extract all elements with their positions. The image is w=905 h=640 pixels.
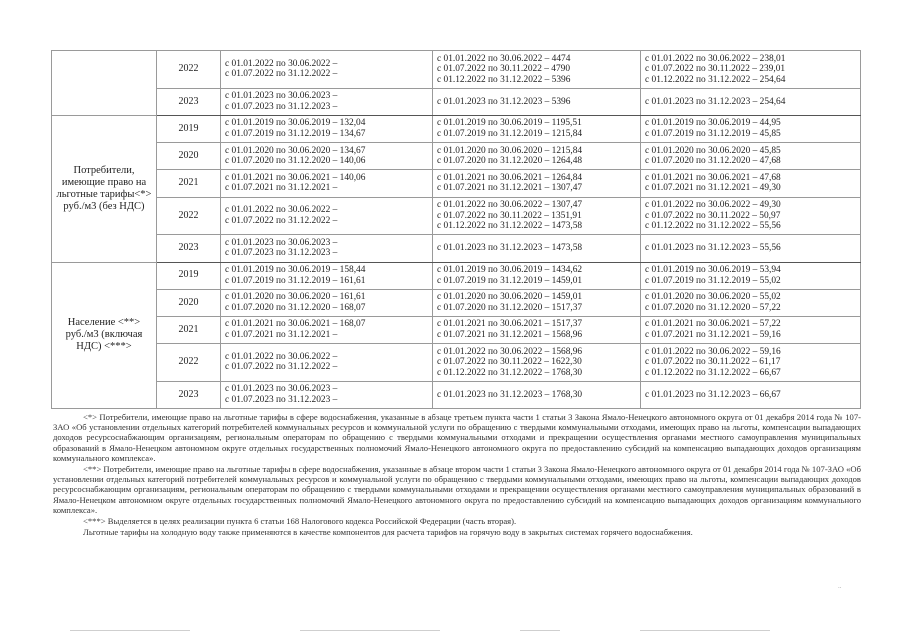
table-row [52,115,861,142]
footnote-paragraph: Льготные тарифы на холодную воду также применяются в качестве компонентов для расчета тарифов на горячую воду в закрытых системах горячего водоснабжения. [83,527,693,538]
cell-line: с 01.07.2021 по 31.12.2021 – 1307,47 [437,183,583,194]
tariff-cell [221,115,433,142]
cell-line: с 01.01.2020 по 30.06.2020 – 1459,01 [437,292,583,303]
tariff-table [51,50,861,409]
cell-line: с 01.01.2021 по 30.06.2021 – 57,22 [645,319,781,330]
edge-mark [70,630,190,631]
cell-line: с 01.07.2020 по 31.12.2020 – 1264,48 [437,156,583,167]
cell-line: с 01.01.2019 по 30.06.2019 – 44,95 [645,118,781,129]
table-row [52,88,861,115]
year-cell: 2021 [157,316,221,343]
cell-line: с 01.01.2022 по 30.06.2022 – 1307,47 [437,200,583,211]
cell-line: с 01.12.2022 по 31.12.2022 – 55,56 [645,221,781,232]
cell-line: с 01.07.2022 по 30.11.2022 – 1622,30 [437,357,582,368]
cell-line: с 01.07.2022 по 30.11.2022 – 239,01 [645,64,786,75]
year-cell: 2019 [157,262,221,289]
cell-line: с 01.07.2019 по 31.12.2019 – 134,67 [225,129,366,140]
tariff-cell [641,170,861,197]
cell-line: с 01.01.2023 по 30.06.2023 – [225,91,338,102]
cell-line: с 01.01.2021 по 30.06.2021 – 168,07 [225,319,366,330]
cell-line: с 01.07.2022 по 30.11.2022 – 1351,91 [437,210,582,221]
cell-line: с 01.01.2020 по 30.06.2020 – 161,61 [225,292,366,303]
cell-line: с 01.01.2022 по 30.06.2022 – [225,205,338,216]
year-cell: 2023 [157,88,221,115]
cell-line: с 01.01.2022 по 30.06.2022 – 1568,96 [437,346,583,357]
cell-line: с 01.01.2020 по 30.06.2020 – 134,67 [225,145,366,156]
tariff-cell [641,51,861,89]
tariff-cell [433,197,641,235]
tariff-cell [641,235,861,262]
cell-line: с 01.12.2022 по 31.12.2022 – 5396 [437,74,571,85]
cell-line: с 01.07.2019 по 31.12.2019 – 45,85 [645,129,781,140]
cell-line: с 01.07.2021 по 31.12.2021 – 59,16 [645,330,781,340]
cell-line: с 01.01.2021 по 30.06.2021 – 1264,84 [437,172,583,183]
year-cell: 2022 [157,197,221,235]
cell-line: с 01.01.2022 по 30.06.2022 – 59,16 [645,346,781,357]
cell-line: с 01.01.2021 по 30.06.2021 – 140,06 [225,172,366,183]
tariff-cell [433,51,641,89]
cell-line: с 01.07.2021 по 31.12.2021 – 1568,96 [437,330,583,340]
tariff-cell [221,289,433,316]
cell-line: с 01.07.2023 по 31.12.2023 – [225,101,338,112]
cell-line: с 01.01.2019 по 30.06.2019 – 1434,62 [437,265,583,276]
cell-line: с 01.07.2020 по 31.12.2020 – 168,07 [225,302,366,313]
cell-line: с 01.12.2022 по 31.12.2022 – 1473,58 [437,221,583,232]
table-row [52,381,861,408]
tariff-cell [641,88,861,115]
table-row [52,235,861,262]
cell-line: с 01.01.2019 по 30.06.2019 – 1195,51 [437,118,582,129]
table-row [52,51,861,89]
tariff-cell [641,316,861,343]
footnotes [53,412,861,538]
cell-line: с 01.01.2019 по 30.06.2019 – 53,94 [645,265,781,276]
table-row [52,289,861,316]
tariff-cell [433,381,641,408]
footnote-paragraph: <*> Потребители, имеющие право на льготные тарифы в сфере водоснабжения, указанные в абзаце третьем пункта части 1 статьи 3 Закона Ямало-Ненецкого автономного округа от 01 декабря 2014 года № 107-ЗАО «Об установлении отдельных категорий потребителей коммунальных ресурсов и коммунальной услуги по обращению с твердыми коммунальными отходами, имеющих право на льготы, компенсации выпадающих доходов ресурсоснабжающим организациям, региональным операторам по обращению с твердыми коммунальными отходами и прекращении осуществления органами местного самоуправления муниципальных образований в Ямало-Ненецком автономном округе отдельных государственных полномочий Ямало-Ненецкого автономного округа по предоставлению субсидий на компенсацию выпадающих доходов организациям коммунального комплекса». [53,412,861,463]
table-row [52,262,861,289]
edge-mark [300,630,440,631]
cell-line: с 01.01.2019 по 30.06.2019 – 158,44 [225,265,366,276]
tariff-cell [433,143,641,170]
table-row [52,143,861,170]
cell-line: с 01.07.2022 по 31.12.2022 – [225,362,338,373]
table-row [52,197,861,235]
table-row [52,170,861,197]
cell-line: с 01.01.2022 по 30.06.2022 – 238,01 [645,53,786,64]
cell-line: с 01.01.2022 по 30.06.2022 – [225,351,338,362]
cell-line: с 01.07.2020 по 31.12.2020 – 47,68 [645,156,781,167]
cell-line: с 01.12.2022 по 31.12.2022 – 1768,30 [437,367,583,378]
table-row [52,344,861,382]
tariff-cell [433,344,641,382]
tariff-cell [221,51,433,89]
tariff-cell [641,143,861,170]
tariff-cell [641,197,861,235]
tariff-cell [221,197,433,235]
cell-line: с 01.07.2019 по 31.12.2019 – 161,61 [225,275,366,286]
cell-line: с 01.07.2019 по 31.12.2019 – 1459,01 [437,275,583,286]
tariff-cell [221,235,433,262]
year-cell: 2023 [157,381,221,408]
category-cell: Потребители, имеющие право на льготные тарифы<*> руб./м3 (без НДС) [52,115,157,262]
cell-line: с 01.12.2022 по 31.12.2022 – 66,67 [645,367,781,378]
cell-line: с 01.01.2022 по 30.06.2022 – 49,30 [645,200,781,211]
cell-line: с 01.12.2022 по 31.12.2022 – 254,64 [645,74,786,85]
tariff-cell [221,344,433,382]
cell-line: с 01.07.2021 по 31.12.2021 – 49,30 [645,183,781,194]
cell-line: с 01.01.2023 по 30.06.2023 – [225,237,338,248]
cell-line: с 01.01.2023 по 31.12.2023 – 66,67 [645,389,781,400]
cell-line: с 01.01.2019 по 30.06.2019 – 132,04 [225,118,366,129]
tariff-cell [433,115,641,142]
cell-line: с 01.07.2019 по 31.12.2019 – 55,02 [645,275,781,286]
year-cell: 2022 [157,51,221,89]
tariff-cell [641,381,861,408]
category-cell: Население <**> руб./м3 (включая НДС) <***> [52,262,157,409]
footnote-paragraph: <***> Выделяется в целях реализации пункта 6 статьи 168 Налогового кодекса Российской Федерации (часть вторая). [83,516,517,527]
year-cell: 2019 [157,115,221,142]
tariff-cell [221,316,433,343]
footnote-paragraph: <**> Потребители, имеющие право на льготные тарифы в сфере водоснабжения, указанные в абзаце втором части 1 статьи 3 Закона Ямало-Ненецкого автономного округа от 01 декабря 2014 года № 107-ЗАО «Об установлении отдельных категорий потребителей коммунальных ресурсов и коммунальной услуги по обращению с твердыми коммунальными отходами, имеющих право на льготы, компенсации выпадающих доходов ресурсоснабжающим организациям, региональным операторам по обращению с твердыми коммунальными отходами и прекращении осуществления органами местного самоуправления муниципальных образований в Ямало-Ненецком автономном округе отдельных государственных полномочий Ямало-Ненецкого автономного округа по предоставлению субсидий на компенсацию выпадающих доходов организациям коммунального комплекса». [53,464,861,515]
cell-line: с 01.07.2020 по 31.12.2020 – 140,06 [225,156,366,167]
year-cell: 2023 [157,235,221,262]
cell-line: с 01.07.2022 по 30.11.2022 – 61,17 [645,357,781,368]
tariff-cell [433,289,641,316]
corner-mark: .. [838,582,842,590]
tariff-cell [433,235,641,262]
cell-line: с 01.01.2020 по 30.06.2020 – 45,85 [645,145,781,156]
year-cell: 2020 [157,143,221,170]
tariff-cell [221,88,433,115]
cell-line: с 01.01.2022 по 30.06.2022 – [225,58,338,69]
cell-line: с 01.07.2021 по 31.12.2021 – [225,330,338,340]
cell-line: с 01.07.2021 по 31.12.2021 – [225,183,338,194]
cell-line: с 01.01.2023 по 31.12.2023 – 55,56 [645,243,781,254]
table-row [52,316,861,343]
year-cell: 2022 [157,344,221,382]
cell-line: с 01.01.2021 по 30.06.2021 – 1517,37 [437,319,583,330]
cell-line: с 01.07.2022 по 30.11.2022 – 4790 [437,64,571,75]
cell-line: с 01.07.2019 по 31.12.2019 – 1215,84 [437,129,583,140]
tariff-cell [641,262,861,289]
tariff-cell [433,262,641,289]
cell-line: с 01.07.2022 по 31.12.2022 – [225,215,338,226]
cell-line: с 01.01.2023 по 31.12.2023 – 5396 [437,96,571,107]
tariff-cell [433,88,641,115]
tariff-cell [433,316,641,343]
tariff-cell [641,344,861,382]
edge-mark [640,630,770,631]
cell-line: с 01.01.2020 по 30.06.2020 – 1215,84 [437,145,583,156]
cell-line: с 01.07.2023 по 31.12.2023 – [225,394,338,405]
cell-line: с 01.07.2022 по 30.11.2022 – 50,97 [645,210,781,221]
cell-line: с 01.01.2023 по 30.06.2023 – [225,384,338,395]
cell-line: с 01.01.2021 по 30.06.2021 – 47,68 [645,172,781,183]
tariff-cell [221,262,433,289]
category-cell [52,51,157,116]
cell-line: с 01.07.2020 по 31.12.2020 – 1517,37 [437,302,583,313]
tariff-cell [641,289,861,316]
tariff-cell [221,143,433,170]
scan-edge-marks [0,630,905,631]
cell-line: с 01.01.2023 по 31.12.2023 – 254,64 [645,96,786,107]
year-cell: 2021 [157,170,221,197]
edge-mark [520,630,560,631]
cell-line: с 01.07.2022 по 31.12.2022 – [225,69,338,80]
year-cell: 2020 [157,289,221,316]
tariff-cell [221,170,433,197]
cell-line: с 01.01.2022 по 30.06.2022 – 4474 [437,53,571,64]
cell-line: с 01.07.2023 по 31.12.2023 – [225,248,338,259]
tariff-table-body [52,51,861,409]
cell-line: с 01.01.2023 по 31.12.2023 – 1768,30 [437,389,583,400]
tariff-cell [433,170,641,197]
cell-line: с 01.07.2020 по 31.12.2020 – 57,22 [645,302,781,313]
tariff-cell [221,381,433,408]
cell-line: с 01.01.2020 по 30.06.2020 – 55,02 [645,292,781,303]
tariff-cell [641,115,861,142]
cell-line: с 01.01.2023 по 31.12.2023 – 1473,58 [437,243,583,254]
